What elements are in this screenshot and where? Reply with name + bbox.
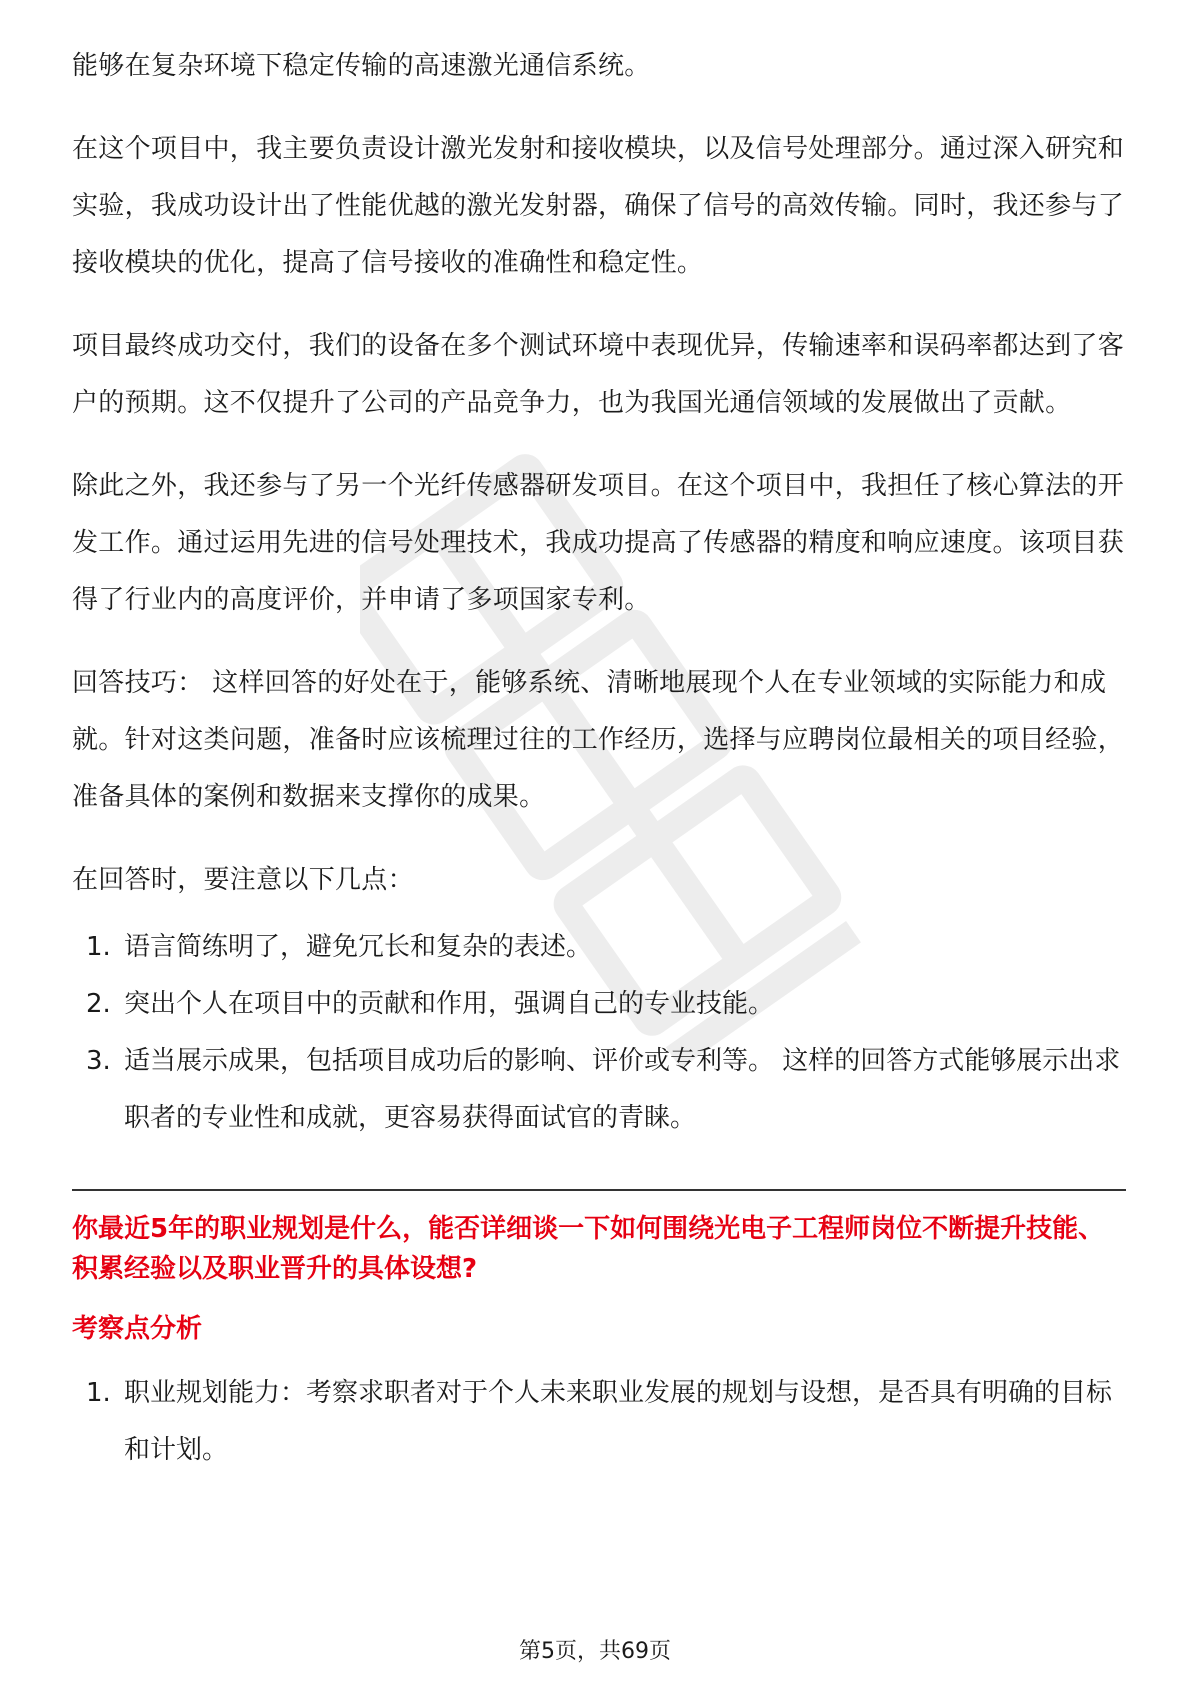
document-page (72, 38, 1126, 1479)
paragraph: 除此之外，我还参与了另一个光纤传感器研发项目。在这个项目中，我担任了核心算法的开发工作。通过运用先进的信号处理技术，我成功提高了传感器的精度和响应速度。该项目获得了行业内的高度评价，并申请了多项国家专利。 (72, 471, 1125, 615)
list-item-text: 突出个人在项目中的贡献和作用，强调自己的专业技能。 (124, 989, 775, 1019)
list-item-text: 职业规划能力：考察求职者对于个人未来职业发展的规划与设想，是否具有明确的目标和计划。 (124, 1378, 1113, 1465)
paragraph: 在这个项目中，我主要负责设计激光发射和接收模块，以及信号处理部分。通过深入研究和实验，我成功设计出了性能优越的激光发射器，确保了信号的高效传输。同时，我还参与了接收模块的优化，提高了信号接收的准确性和稳定性。 (72, 134, 1125, 278)
interview-question: 你最近5年的职业规划是什么，能否详细谈一下如何围绕光电子工程师岗位不断提升技能、积累经验以及职业晋升的具体设想? (72, 1214, 1105, 1284)
page-footer: 第5页，共69页 (519, 1639, 671, 1664)
list-item-text: 适当展示成果，包括项目成功后的影响、评价或专利等。 这样的回答方式能够展示出求职者的专业性和成就，更容易获得面试官的青睐。 (124, 1046, 1121, 1133)
list-number: 1. (86, 932, 111, 962)
answer-tips-list (72, 919, 1126, 1147)
paragraph: 在回答时，要注意以下几点： (72, 865, 414, 895)
list-item (72, 1365, 1126, 1479)
list-item-text: 语言简练明了，避免冗长和复杂的表述。 (124, 932, 593, 962)
section-subheading: 考察点分析 (72, 1314, 203, 1344)
list-number: 2. (86, 989, 111, 1019)
tips-paragraph: 回答技巧： 这样回答的好处在于，能够系统、清晰地展现个人在专业领域的实际能力和成就。针对这类问题，准备时应该梳理过往的工作经历，选择与应聘岗位最相关的项目经验，准备具体的案例和数据来支撑你的成果。 (72, 668, 1125, 812)
list-item (72, 919, 1126, 976)
section-divider (72, 1189, 1126, 1191)
list-item (72, 976, 1126, 1033)
paragraph: 项目最终成功交付，我们的设备在多个测试环境中表现优异，传输速率和误码率都达到了客户的预期。这不仅提升了公司的产品竞争力，也为我国光通信领域的发展做出了贡献。 (72, 331, 1125, 418)
list-number: 3. (86, 1046, 111, 1076)
paragraph: 能够在复杂环境下稳定传输的高速激光通信系统。 (72, 51, 651, 81)
list-item (72, 1033, 1126, 1147)
analysis-list (72, 1365, 1126, 1479)
list-number: 1. (86, 1378, 111, 1408)
